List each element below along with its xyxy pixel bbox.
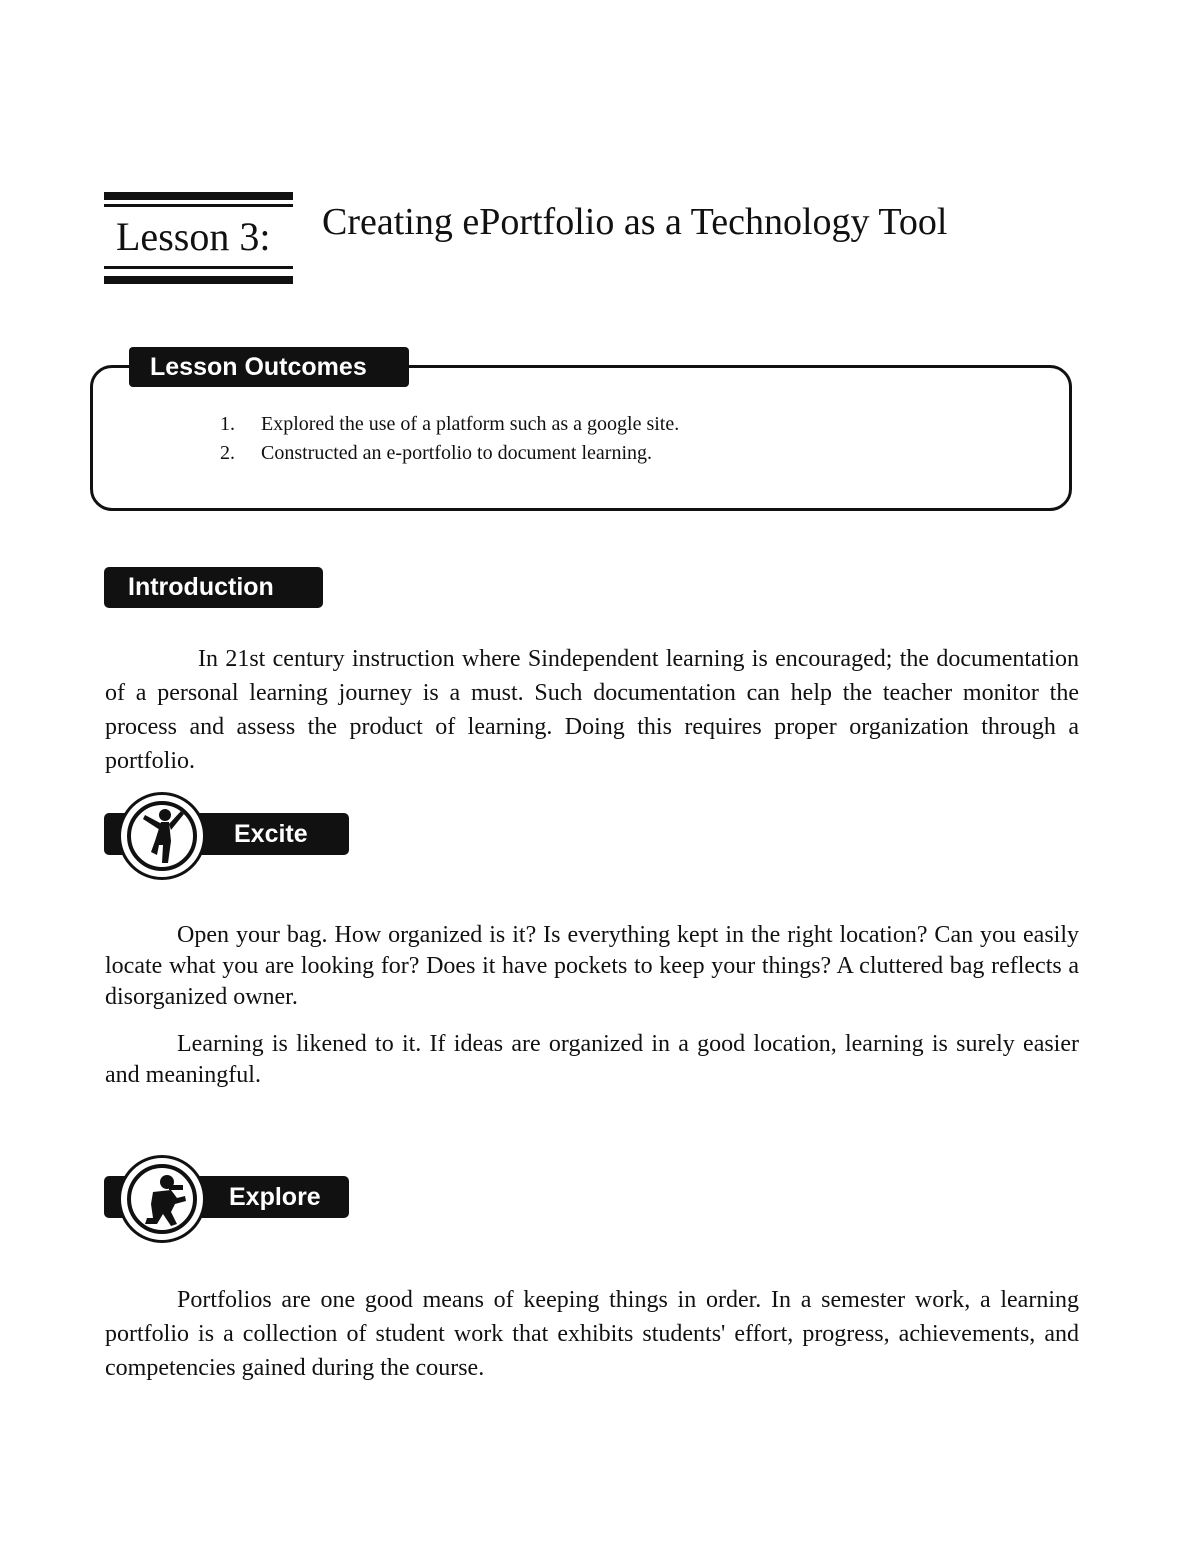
lesson-label: Lesson 3: [116,214,271,259]
explore-icon-badge [118,1155,206,1243]
header-rule-top-thick [104,192,293,200]
excite-paragraph-1: Open your bag. How organized is it? Is everything kept in the right location? Can you easily locate what you are looking for? Does it have pockets to keep your things? A cluttered bag reflects a disorganized owner. [105,922,1079,1010]
introduction-heading: Introduction [104,567,323,608]
lesson-title: Creating ePortfolio as a Technology Tool [322,201,948,243]
outcome-text: Explored the use of a platform such as a google site. [261,413,680,435]
list-item [220,439,679,468]
excite-heading: Excite [104,813,349,855]
jumping-person-icon [127,801,197,871]
explore-paragraph: Portfolios are one good means of keeping things in order. In a semester work, a learning portfolio is a collection of student work that exhibits students' effort, progress, achievements, and competencies gained during the course. [105,1287,1079,1381]
excite-paragraph-2: Learning is likened to it. If ideas are organized in a good location, learning is surely easier and meaningful. [105,1031,1079,1088]
list-item [220,410,679,439]
outcomes-list [220,410,679,468]
excite-icon-badge [118,792,206,880]
outcome-number: 1. [220,413,235,435]
kneeling-explorer-icon [127,1164,197,1234]
explore-heading: Explore [104,1176,349,1218]
introduction-paragraph: In 21st century instruction where Sindependent learning is encouraged; the documentation of a personal learning journey is a must. Such documentation can help the teacher monitor the process and assess the product of learning. Doing this requires proper organization through a portfolio. [105,646,1079,774]
header-rule-top-thin [104,204,293,207]
outcome-number: 2. [220,442,235,464]
outcomes-heading: Lesson Outcomes [129,347,409,387]
outcome-text: Constructed an e-portfolio to document learning. [261,442,653,464]
header-rule-bottom-thick [104,276,293,284]
header-rule-bottom-thin [104,266,293,269]
